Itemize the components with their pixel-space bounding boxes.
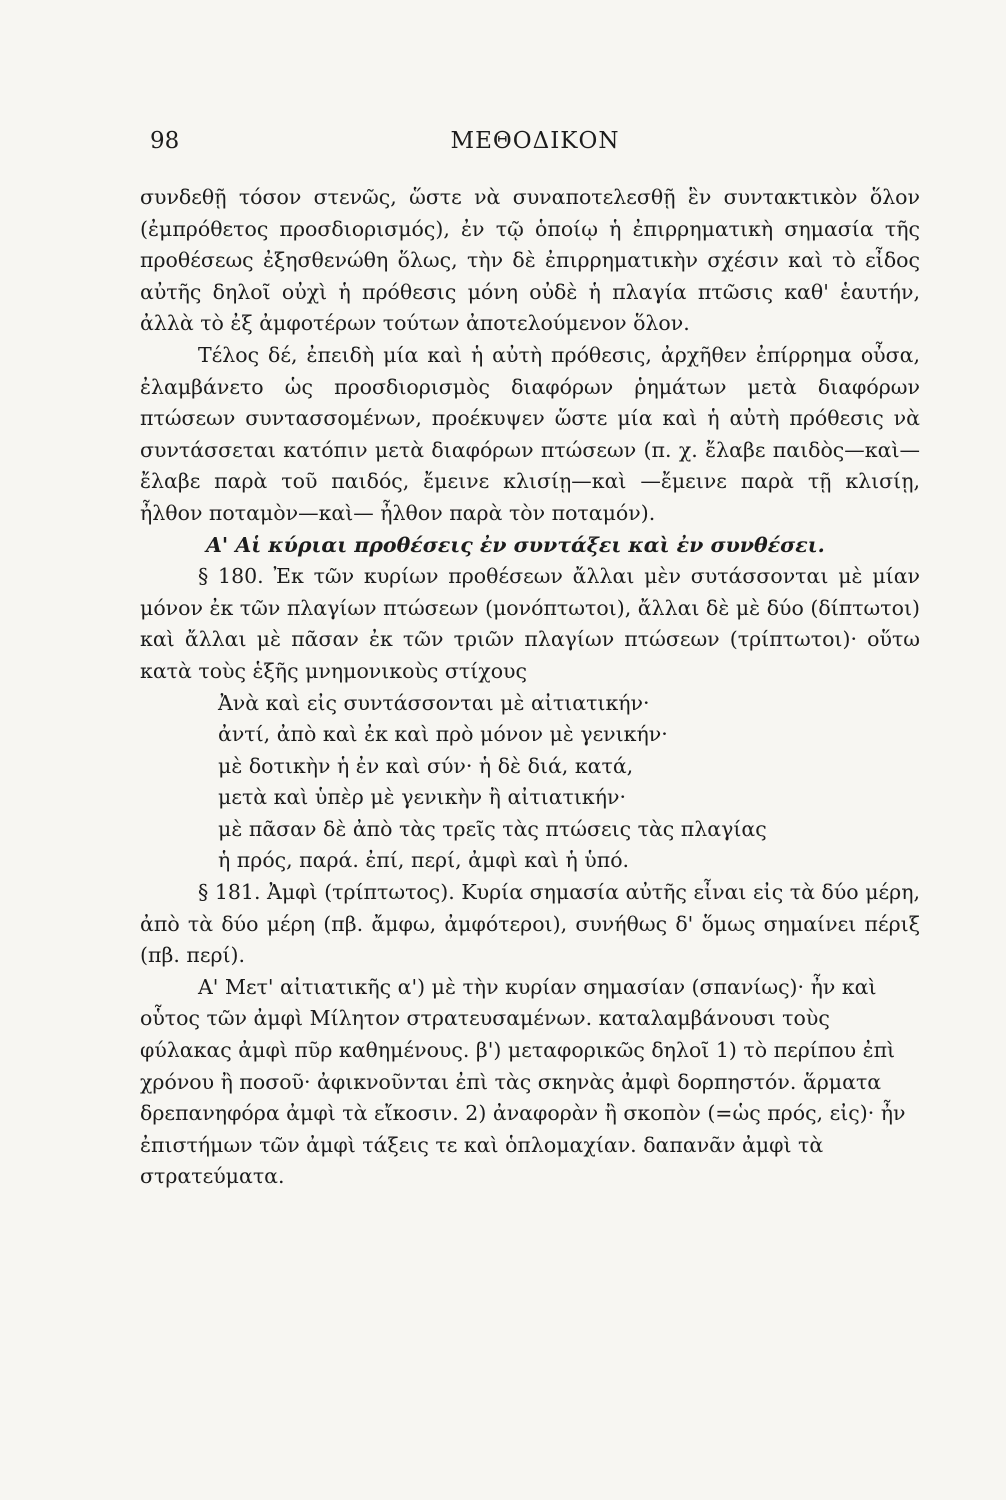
running-title: ΜΕΘΟΔΙΚΟΝ: [450, 128, 620, 154]
page-body: [140, 182, 920, 1193]
paragraph: § 181. Ἀμφὶ (τρίπτωτος). Κυρία σημασία αὐτῆς εἶναι εἰς τὰ δύο μέρη, ἀπὸ τὰ δύο μέρη (πβ. ἄμφω, ἀμφότεροι), συνήθως δ' ὅμως σημαίνει πέριξ (πβ. περί).: [140, 880, 920, 968]
paragraph: Α' Μετ' αἰτιατικῆς α') μὲ τὴν κυρίαν σημασίαν (σπανίως)· ἦν καὶ οὗτος τῶν ἀμφὶ Μίλητον στρατευσαμένων. καταλαμβάνουσι τοὺς φύλακας ἀμφὶ πῦρ καθημένους. β') μεταφορικῶς δηλοῖ 1) τὸ περίπου ἐπὶ χρόνου ἢ ποσοῦ· ἀφικνοῦνται ἐπὶ τὰς σκηνὰς ἀμφὶ δορπηστόν. ἅρματα δρεπανηφόρα ἀμφὶ τὰ εἴκοσιν. 2) ἀναφορὰν ἢ σκοπὸν (=ὡς πρός, εἰς)· ἦν ἐπιστήμων τῶν ἀμφὶ τάξεις τε καὶ ὁπλομαχίαν. δαπανᾶν ἀμφὶ τὰ στρατεύματα.: [140, 974, 906, 1189]
verse-line: ἀντί, ἀπὸ καὶ ἐκ καὶ πρὸ μόνον μὲ γενικήν·: [218, 722, 668, 747]
verse-line: ἡ πρός, παρά. ἐπί, περί, ἀμφὶ καὶ ἡ ὑπό.: [218, 848, 630, 873]
page-header: [150, 128, 920, 162]
verse-line: μετὰ καὶ ὑπὲρ μὲ γενικὴν ἢ αἰτιατικήν·: [218, 785, 626, 810]
verse-line: μὲ πᾶσαν δὲ ἀπὸ τὰς τρεῖς τὰς πτώσεις τὰς πλαγίας: [218, 816, 767, 841]
paragraph: Τέλος δέ, ἐπειδὴ μία καὶ ἡ αὐτὴ πρόθεσις, ἀρχῆθεν ἐπίρρημα οὖσα, ἐλαμβάνετο ὡς προσδιορισμὸς διαφόρων ῥημάτων μετὰ διαφόρων πτώσεων συντασσομένων, προέκυψεν ὥστε μία καὶ ἡ αὐτὴ πρόθεσις νὰ συντάσσεται κατόπιν μετὰ διαφόρων πτώσεων (π. χ. ἔλαβε παιδὸς—καὶ—ἔλαβε παρὰ τοῦ παιδός, ἔμεινε κλισίῃ—καὶ —ἔμεινε παρὰ τῇ κλισίῃ, ἦλθον ποταμὸν—καὶ— ἦλθον παρὰ τὸν ποταμόν).: [140, 342, 920, 525]
verse-line: Ἀνὰ καὶ εἰς συντάσσονται μὲ αἰτιατικήν·: [218, 690, 650, 715]
paragraph: συνδεθῇ τόσον στενῶς, ὥστε νὰ συναποτελεσθῇ ἓν συντακτικὸν ὅλον (ἐμπρόθετος προσδιορισμός), ἐν τῷ ὁποίῳ ἡ ἐπιρρηματικὴ σημασία τῆς προθέσεως ἐξησθενώθη ὅλως, τὴν δὲ ἐπιρρηματικὴν σχέσιν καὶ τὸ εἶδος αὐτῆς δηλοῖ οὐχὶ ἡ πρόθεσις μόνη οὐδὲ ἡ πλαγία πτῶσις καθ' ἑαυτήν, ἀλλὰ τὸ ἐξ ἀμφοτέρων τούτων ἀποτελούμενον ὅλον.: [140, 185, 920, 336]
section-heading: Α' Αἱ κύριαι προθέσεις ἐν συντάξει καὶ ἐν συνθέσει.: [206, 532, 825, 557]
paragraph: § 180. Ἐκ τῶν κυρίων προθέσεων ἄλλαι μὲν συτάσσονται μὲ μίαν μόνον ἐκ τῶν πλαγίων πτώσεων (μονόπτωτοι), ἄλλαι δὲ μὲ δύο (δίπτωτοι) καὶ ἄλλαι μὲ πᾶσαν ἐκ τῶν τριῶν πλαγίων πτώσεων (τρίπτωτοι)· οὕτω κατὰ τοὺς ἑξῆς μνημονικοὺς στίχους: [140, 564, 920, 683]
page-number: 98: [150, 128, 180, 154]
verse-line: μὲ δοτικὴν ἡ ἐν καὶ σύν· ἡ δὲ διά, κατά,: [218, 753, 634, 778]
